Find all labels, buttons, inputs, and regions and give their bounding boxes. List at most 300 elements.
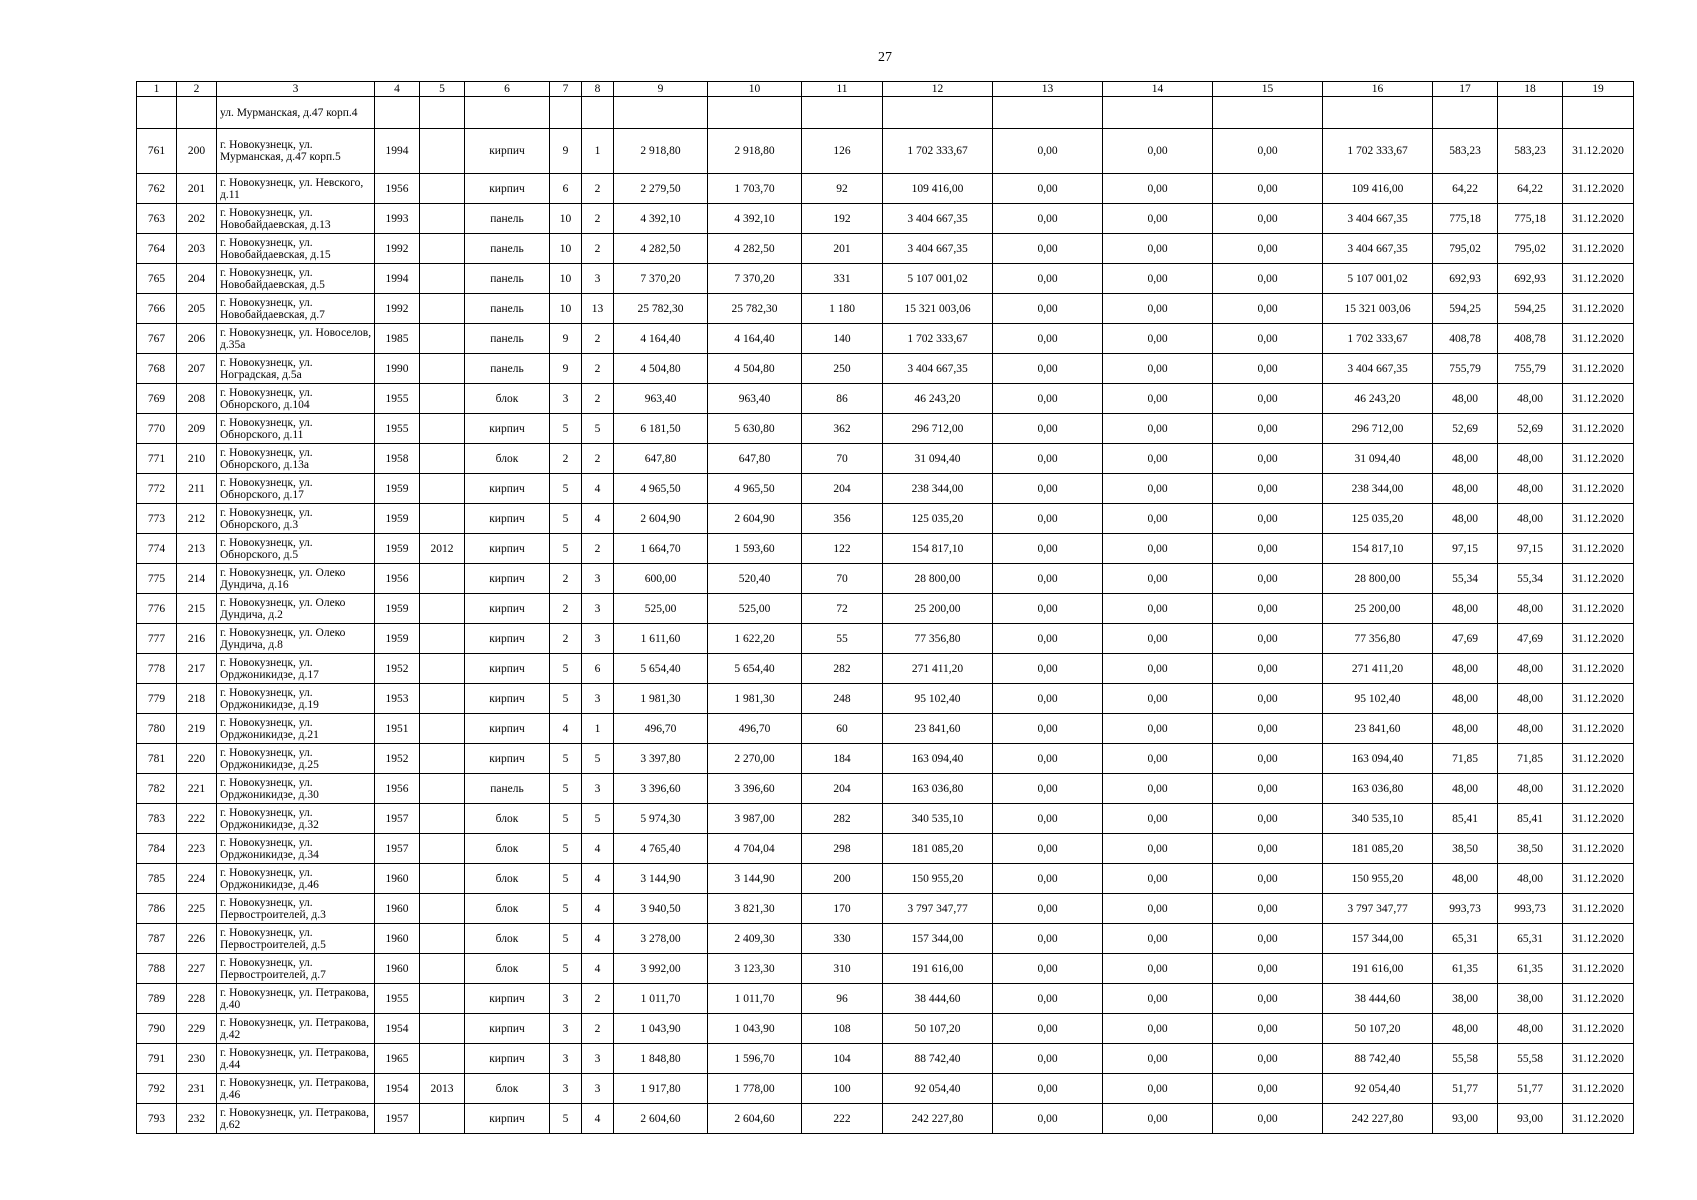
table-row xyxy=(137,984,1634,1014)
cell-address: г. Новокузнецк, ул. Орджоникидзе, д.46 xyxy=(217,864,375,894)
cell-total-area: 7 370,20 xyxy=(614,264,708,294)
cell-deadline: 31.12.2020 xyxy=(1563,294,1634,324)
cell-floors: 3 xyxy=(550,984,582,1014)
cell-cost-col-14: 0,00 xyxy=(1103,324,1213,354)
cell-address: г. Новокузнецк, ул. Новобайдаевская, д.13 xyxy=(217,204,375,234)
cell-cost-col-16: 25 200,00 xyxy=(1323,594,1433,624)
cell-entrances: 3 xyxy=(582,564,614,594)
cell-entrances: 2 xyxy=(582,1014,614,1044)
cell-entrances: 2 xyxy=(582,324,614,354)
cell-total-cost: 1 702 333,67 xyxy=(883,324,993,354)
cell-residents: 70 xyxy=(802,564,883,594)
cell-cost-col-15: 0,00 xyxy=(1213,294,1323,324)
cell-residents: 1 180 xyxy=(802,294,883,324)
cell-deadline: 31.12.2020 xyxy=(1563,984,1634,1014)
cell-total-cost: 157 344,00 xyxy=(883,924,993,954)
cell-row-number: 789 xyxy=(137,984,177,1014)
cell-item-number: 212 xyxy=(177,504,217,534)
cell-unit-cost-17: 795,02 xyxy=(1433,234,1498,264)
cell-entrances: 5 xyxy=(582,414,614,444)
column-header-10: 10 xyxy=(708,82,802,97)
cell-wall-material: кирпич xyxy=(465,594,550,624)
cell-wall-material: панель xyxy=(465,204,550,234)
cell-item-number: 218 xyxy=(177,684,217,714)
cell-wall-material: панель xyxy=(465,324,550,354)
cell-cost-col-14: 0,00 xyxy=(1103,564,1213,594)
cell-cost-col-14: 0,00 xyxy=(1103,684,1213,714)
cell-address: г. Новокузнецк, ул. Орджоникидзе, д.17 xyxy=(217,654,375,684)
cell-residents: 192 xyxy=(802,204,883,234)
cell-deadline: 31.12.2020 xyxy=(1563,354,1634,384)
table-row xyxy=(137,684,1634,714)
cell-total-cost: 238 344,00 xyxy=(883,474,993,504)
cell-cost-col-16: 242 227,80 xyxy=(1323,1104,1433,1134)
cell-address: г. Новокузнецк, ул. Новоселов, д.35а xyxy=(217,324,375,354)
cell-cost-col-15: 0,00 xyxy=(1213,894,1323,924)
cell-row-number: 786 xyxy=(137,894,177,924)
table-row xyxy=(137,1104,1634,1134)
cell-entrances: 3 xyxy=(582,1044,614,1074)
cell-cost-col-14: 0,00 xyxy=(1103,924,1213,954)
table-row xyxy=(137,444,1634,474)
table-row xyxy=(137,534,1634,564)
cell-total-cost: 296 712,00 xyxy=(883,414,993,444)
cell-row-number: 790 xyxy=(137,1014,177,1044)
cell-deadline: 31.12.2020 xyxy=(1563,1014,1634,1044)
cell-residents: 250 xyxy=(802,354,883,384)
cell-unit-cost-18: 65,31 xyxy=(1498,924,1563,954)
cell-repair-year xyxy=(420,804,465,834)
table-row xyxy=(137,414,1634,444)
cell-residents: 60 xyxy=(802,714,883,744)
cell-cost-col-13: 0,00 xyxy=(993,174,1103,204)
cell-cost-col-15: 0,00 xyxy=(1213,504,1323,534)
cell-unit-cost-18: 47,69 xyxy=(1498,624,1563,654)
cell-cost-col-15: 0,00 xyxy=(1213,354,1323,384)
table-row xyxy=(137,924,1634,954)
column-header-19: 19 xyxy=(1563,82,1634,97)
cell-living-area: 1 622,20 xyxy=(708,624,802,654)
cell-floors: 5 xyxy=(550,954,582,984)
cell-cost-col-16: 181 085,20 xyxy=(1323,834,1433,864)
cell-build-year: 1954 xyxy=(375,1014,420,1044)
cell-floors: 5 xyxy=(550,474,582,504)
cell-living-area: 3 144,90 xyxy=(708,864,802,894)
cell-residents: 170 xyxy=(802,894,883,924)
cell-residents: 248 xyxy=(802,684,883,714)
column-header-7: 7 xyxy=(550,82,582,97)
cell-floors: 5 xyxy=(550,804,582,834)
cell-cost-col-14: 0,00 xyxy=(1103,384,1213,414)
cell-entrances: 4 xyxy=(582,924,614,954)
cell-item-number: 211 xyxy=(177,474,217,504)
cell-entrances: 6 xyxy=(582,654,614,684)
cell-total-cost: 181 085,20 xyxy=(883,834,993,864)
cell-unit-cost-18: 48,00 xyxy=(1498,654,1563,684)
cell-total-area: 1 848,80 xyxy=(614,1044,708,1074)
cell-total-cost: 154 817,10 xyxy=(883,534,993,564)
cell-cost-col-14: 0,00 xyxy=(1103,654,1213,684)
cell-total-area: 3 396,60 xyxy=(614,774,708,804)
cell-unit-cost-18: 48,00 xyxy=(1498,504,1563,534)
cell-total-area: 3 278,00 xyxy=(614,924,708,954)
cell-item-number: 221 xyxy=(177,774,217,804)
table-row xyxy=(137,804,1634,834)
cell-total-area: 3 144,90 xyxy=(614,864,708,894)
cell-cost-col-13: 0,00 xyxy=(993,384,1103,414)
cell-cost-col-15: 0,00 xyxy=(1213,204,1323,234)
cell-unit-cost-18: 48,00 xyxy=(1498,594,1563,624)
column-header-6: 6 xyxy=(465,82,550,97)
cell-repair-year xyxy=(420,654,465,684)
cell-living-area: 1 043,90 xyxy=(708,1014,802,1044)
cell-wall-material: кирпич xyxy=(465,1044,550,1074)
cell-total-cost: 150 955,20 xyxy=(883,864,993,894)
cell-unit-cost-17: 48,00 xyxy=(1433,384,1498,414)
cell-floors: 5 xyxy=(550,1104,582,1134)
cell-cost-col-14: 0,00 xyxy=(1103,354,1213,384)
cell-item-number: 206 xyxy=(177,324,217,354)
cell-entrances: 4 xyxy=(582,834,614,864)
cell-repair-year xyxy=(420,1014,465,1044)
cell-item-number: 217 xyxy=(177,654,217,684)
cell-unit-cost-17: 993,73 xyxy=(1433,894,1498,924)
cell-build-year: 1959 xyxy=(375,474,420,504)
cell-total-cost: 23 841,60 xyxy=(883,714,993,744)
cell-residents: 204 xyxy=(802,774,883,804)
cell-cost-col-14: 0,00 xyxy=(1103,534,1213,564)
cell-unit-cost-18: 61,35 xyxy=(1498,954,1563,984)
cell-item-number: 226 xyxy=(177,924,217,954)
cell-unit-cost-17: 48,00 xyxy=(1433,444,1498,474)
cell-cost-col-13: 0,00 xyxy=(993,714,1103,744)
cell-cost-col-16: 23 841,60 xyxy=(1323,714,1433,744)
cell-address: г. Новокузнецк, ул. Петракова, д.46 xyxy=(217,1074,375,1104)
cell-total-cost: 1 702 333,67 xyxy=(883,129,993,174)
cell-living-area: 963,40 xyxy=(708,384,802,414)
cell-address: г. Новокузнецк, ул. Ноградская, д.5а xyxy=(217,354,375,384)
cell-living-area: 4 392,10 xyxy=(708,204,802,234)
cell-floors: 6 xyxy=(550,174,582,204)
cell-cost-col-16: 95 102,40 xyxy=(1323,684,1433,714)
cell-unit-cost-17: 48,00 xyxy=(1433,684,1498,714)
cell-deadline: 31.12.2020 xyxy=(1563,744,1634,774)
cell-unit-cost-17: 583,23 xyxy=(1433,129,1498,174)
cell-cost-col-13: 0,00 xyxy=(993,474,1103,504)
cell-total-area: 3 940,50 xyxy=(614,894,708,924)
cell-total-area: 1 011,70 xyxy=(614,984,708,1014)
cell-cost-col-15: 0,00 xyxy=(1213,1104,1323,1134)
cell-row-number: 779 xyxy=(137,684,177,714)
cell-unit-cost-18: 48,00 xyxy=(1498,714,1563,744)
cell-residents: 310 xyxy=(802,954,883,984)
cell-entrances: 4 xyxy=(582,474,614,504)
cell-wall-material: кирпич xyxy=(465,624,550,654)
cell-item-number: 201 xyxy=(177,174,217,204)
cell-build-year: 1965 xyxy=(375,1044,420,1074)
cell-cost-col-16: 340 535,10 xyxy=(1323,804,1433,834)
cell-build-year: 1951 xyxy=(375,714,420,744)
cell-item-number: 203 xyxy=(177,234,217,264)
page-number: 27 xyxy=(878,50,892,65)
table-row xyxy=(137,1014,1634,1044)
cell-cost-col-16: 296 712,00 xyxy=(1323,414,1433,444)
cell-wall-material: кирпич xyxy=(465,504,550,534)
cell-residents: 200 xyxy=(802,864,883,894)
cell-build-year: 1994 xyxy=(375,264,420,294)
cell-row-number: 768 xyxy=(137,354,177,384)
cell-floors: 10 xyxy=(550,234,582,264)
cell-deadline: 31.12.2020 xyxy=(1563,594,1634,624)
column-header-15: 15 xyxy=(1213,82,1323,97)
table-row xyxy=(137,474,1634,504)
cell-cost-col-15: 0,00 xyxy=(1213,1044,1323,1074)
cell-total-area: 3 397,80 xyxy=(614,744,708,774)
cell-address: г. Новокузнецк, ул. Невского, д.11 xyxy=(217,174,375,204)
cell-cost-col-16: 38 444,60 xyxy=(1323,984,1433,1014)
cell-total-area: 1 611,60 xyxy=(614,624,708,654)
cell-floors: 3 xyxy=(550,1074,582,1104)
table-row xyxy=(137,174,1634,204)
cell-row-number: 791 xyxy=(137,1044,177,1074)
cell-entrances: 5 xyxy=(582,744,614,774)
cell-repair-year xyxy=(420,834,465,864)
cell-row-number: 769 xyxy=(137,384,177,414)
cell-address: г. Новокузнецк, ул. Мурманская, д.47 корп.5 xyxy=(217,129,375,174)
cell-unit-cost-18: 51,77 xyxy=(1498,1074,1563,1104)
cell-living-area: 3 123,30 xyxy=(708,954,802,984)
cell-unit-cost-17: 64,22 xyxy=(1433,174,1498,204)
cell-address: г. Новокузнецк, ул. Обнорского, д.5 xyxy=(217,534,375,564)
table-row xyxy=(137,504,1634,534)
cell-cost-col-13: 0,00 xyxy=(993,804,1103,834)
column-header-5: 5 xyxy=(420,82,465,97)
cell-build-year: 1957 xyxy=(375,804,420,834)
cell-total-cost: 15 321 003,06 xyxy=(883,294,993,324)
cell-item-number: 228 xyxy=(177,984,217,1014)
column-header-9: 9 xyxy=(614,82,708,97)
cell-unit-cost-17: 755,79 xyxy=(1433,354,1498,384)
cell-deadline: 31.12.2020 xyxy=(1563,1044,1634,1074)
cell-cost-col-13: 0,00 xyxy=(993,834,1103,864)
cell-living-area: 4 164,40 xyxy=(708,324,802,354)
cell-entrances: 2 xyxy=(582,234,614,264)
cell-cost-col-15: 0,00 xyxy=(1213,984,1323,1014)
cell-unit-cost-17: 52,69 xyxy=(1433,414,1498,444)
register-body xyxy=(137,97,1634,1134)
cell-cost-col-14: 0,00 xyxy=(1103,234,1213,264)
cell-wall-material: панель xyxy=(465,234,550,264)
cell-cost-col-16: 271 411,20 xyxy=(1323,654,1433,684)
cell-cost-col-14: 0,00 xyxy=(1103,174,1213,204)
table-row xyxy=(137,834,1634,864)
cell-total-cost: 163 094,40 xyxy=(883,744,993,774)
cell-repair-year xyxy=(420,564,465,594)
cell-repair-year xyxy=(420,234,465,264)
cell-cost-col-15: 0,00 xyxy=(1213,129,1323,174)
cell-floors: 2 xyxy=(550,444,582,474)
cell-cost-col-15: 0,00 xyxy=(1213,714,1323,744)
cell-cost-col-15: 0,00 xyxy=(1213,744,1323,774)
cell-build-year: 1953 xyxy=(375,684,420,714)
cell-residents: 86 xyxy=(802,384,883,414)
cell-wall-material: блок xyxy=(465,384,550,414)
cell-entrances: 3 xyxy=(582,774,614,804)
cell-cost-col-13: 0,00 xyxy=(993,1074,1103,1104)
cell-repair-year xyxy=(420,594,465,624)
cell-cost-col-15: 0,00 xyxy=(1213,954,1323,984)
cell-total-cost: 191 616,00 xyxy=(883,954,993,984)
cell-address: г. Новокузнецк, ул. Новобайдаевская, д.7 xyxy=(217,294,375,324)
cell-entrances: 2 xyxy=(582,384,614,414)
cell-total-cost: 95 102,40 xyxy=(883,684,993,714)
cell-deadline: 31.12.2020 xyxy=(1563,174,1634,204)
cell-cost-col-15: 0,00 xyxy=(1213,654,1323,684)
cell-floors: 5 xyxy=(550,834,582,864)
table-row xyxy=(137,324,1634,354)
table-row xyxy=(137,864,1634,894)
cell-deadline: 31.12.2020 xyxy=(1563,714,1634,744)
cell-residents: 122 xyxy=(802,534,883,564)
cell-cost-col-16: 77 356,80 xyxy=(1323,624,1433,654)
cell-repair-year xyxy=(420,384,465,414)
cell-unit-cost-18: 55,58 xyxy=(1498,1044,1563,1074)
cell-address: г. Новокузнецк, ул. Первостроителей, д.3 xyxy=(217,894,375,924)
cell-address: г. Новокузнецк, ул. Петракова, д.40 xyxy=(217,984,375,1014)
cell-row-number: 764 xyxy=(137,234,177,264)
cell-cost-col-13: 0,00 xyxy=(993,684,1103,714)
cell-deadline: 31.12.2020 xyxy=(1563,414,1634,444)
cell-cost-col-14: 0,00 xyxy=(1103,204,1213,234)
cell-living-area: 1 981,30 xyxy=(708,684,802,714)
cell-unit-cost-17: 775,18 xyxy=(1433,204,1498,234)
cell-cost-col-16: 5 107 001,02 xyxy=(1323,264,1433,294)
cell-floors: 9 xyxy=(550,324,582,354)
cell-unit-cost-18: 93,00 xyxy=(1498,1104,1563,1134)
cell-item-number: 200 xyxy=(177,129,217,174)
cell-cost-col-16: 88 742,40 xyxy=(1323,1044,1433,1074)
cell-unit-cost-18: 48,00 xyxy=(1498,384,1563,414)
cell-entrances: 4 xyxy=(582,504,614,534)
cell-total-cost: 92 054,40 xyxy=(883,1074,993,1104)
cell-cost-col-13: 0,00 xyxy=(993,444,1103,474)
cell-build-year: 1956 xyxy=(375,174,420,204)
cell-repair-year xyxy=(420,204,465,234)
cell-repair-year: 2013 xyxy=(420,1074,465,1104)
cell-total-cost: 163 036,80 xyxy=(883,774,993,804)
cell-cost-col-14: 0,00 xyxy=(1103,129,1213,174)
cell-floors: 10 xyxy=(550,204,582,234)
cell-address: г. Новокузнецк, ул. Орджоникидзе, д.30 xyxy=(217,774,375,804)
cell-cost-col-14: 0,00 xyxy=(1103,264,1213,294)
cell-build-year: 1955 xyxy=(375,984,420,1014)
cell-living-area: 1 778,00 xyxy=(708,1074,802,1104)
cell-repair-year xyxy=(420,504,465,534)
cell-cost-col-13: 0,00 xyxy=(993,414,1103,444)
cell-living-area: 3 821,30 xyxy=(708,894,802,924)
cell-unit-cost-17: 48,00 xyxy=(1433,864,1498,894)
cell-total-area: 2 918,80 xyxy=(614,129,708,174)
cell-living-area: 4 504,80 xyxy=(708,354,802,384)
cell-cost-col-15: 0,00 xyxy=(1213,594,1323,624)
cell-repair-year xyxy=(420,129,465,174)
cell-repair-year xyxy=(420,1044,465,1074)
cell-row-number: 782 xyxy=(137,774,177,804)
cell-cost-col-16: 109 416,00 xyxy=(1323,174,1433,204)
cell-residents: 108 xyxy=(802,1014,883,1044)
cell-unit-cost-17: 48,00 xyxy=(1433,504,1498,534)
cell-build-year: 1959 xyxy=(375,504,420,534)
cell-total-cost: 3 404 667,35 xyxy=(883,204,993,234)
table-row xyxy=(137,744,1634,774)
cell-cost-col-14: 0,00 xyxy=(1103,864,1213,894)
column-header-1: 1 xyxy=(137,82,177,97)
cell-cost-col-13: 0,00 xyxy=(993,594,1103,624)
cell-deadline: 31.12.2020 xyxy=(1563,834,1634,864)
cell-repair-year xyxy=(420,894,465,924)
cell-total-cost: 38 444,60 xyxy=(883,984,993,1014)
cell-unit-cost-18: 85,41 xyxy=(1498,804,1563,834)
cell-cost-col-13: 0,00 xyxy=(993,954,1103,984)
cell-unit-cost-17: 48,00 xyxy=(1433,714,1498,744)
cell-cost-col-13: 0,00 xyxy=(993,864,1103,894)
cell-cost-col-13: 0,00 xyxy=(993,354,1103,384)
cell-floors: 3 xyxy=(550,1014,582,1044)
cell-build-year: 1957 xyxy=(375,1104,420,1134)
cell-cost-col-15: 0,00 xyxy=(1213,624,1323,654)
cell-build-year: 1960 xyxy=(375,924,420,954)
cell-wall-material: кирпич xyxy=(465,414,550,444)
cell-repair-year xyxy=(420,174,465,204)
cell-build-year: 1993 xyxy=(375,204,420,234)
cell-cost-col-16: 3 797 347,77 xyxy=(1323,894,1433,924)
cell-total-cost: 88 742,40 xyxy=(883,1044,993,1074)
column-header-12: 12 xyxy=(883,82,993,97)
cell-living-area: 5 630,80 xyxy=(708,414,802,444)
cell-unit-cost-18: 48,00 xyxy=(1498,864,1563,894)
cell-cost-col-16: 1 702 333,67 xyxy=(1323,129,1433,174)
cell-deadline: 31.12.2020 xyxy=(1563,129,1634,174)
cell-wall-material: кирпич xyxy=(465,174,550,204)
cell-cost-col-13: 0,00 xyxy=(993,294,1103,324)
cell-cost-col-16: 157 344,00 xyxy=(1323,924,1433,954)
cell-unit-cost-18: 48,00 xyxy=(1498,684,1563,714)
cell-row-number: 766 xyxy=(137,294,177,324)
cell-item-number: 204 xyxy=(177,264,217,294)
cell-cost-col-13: 0,00 xyxy=(993,129,1103,174)
cell-item-number: 208 xyxy=(177,384,217,414)
cell-unit-cost-18: 38,50 xyxy=(1498,834,1563,864)
cell-cost-col-15: 0,00 xyxy=(1213,444,1323,474)
cell-floors: 2 xyxy=(550,594,582,624)
cell-entrances: 1 xyxy=(582,129,614,174)
cell-total-cost: 3 404 667,35 xyxy=(883,234,993,264)
cell-floors: 2 xyxy=(550,624,582,654)
cell-living-area: 4 282,50 xyxy=(708,234,802,264)
cell-cost-col-13: 0,00 xyxy=(993,984,1103,1014)
cell-deadline: 31.12.2020 xyxy=(1563,534,1634,564)
cell-build-year: 1958 xyxy=(375,444,420,474)
cell-item-number: 210 xyxy=(177,444,217,474)
cell-wall-material: кирпич xyxy=(465,1014,550,1044)
cell-entrances: 3 xyxy=(582,594,614,624)
cell-unit-cost-17: 55,34 xyxy=(1433,564,1498,594)
cell-cost-col-14: 0,00 xyxy=(1103,834,1213,864)
cell-cost-col-15: 0,00 xyxy=(1213,924,1323,954)
cell-cost-col-15: 0,00 xyxy=(1213,864,1323,894)
cell-entrances: 2 xyxy=(582,444,614,474)
cell-entrances: 4 xyxy=(582,954,614,984)
